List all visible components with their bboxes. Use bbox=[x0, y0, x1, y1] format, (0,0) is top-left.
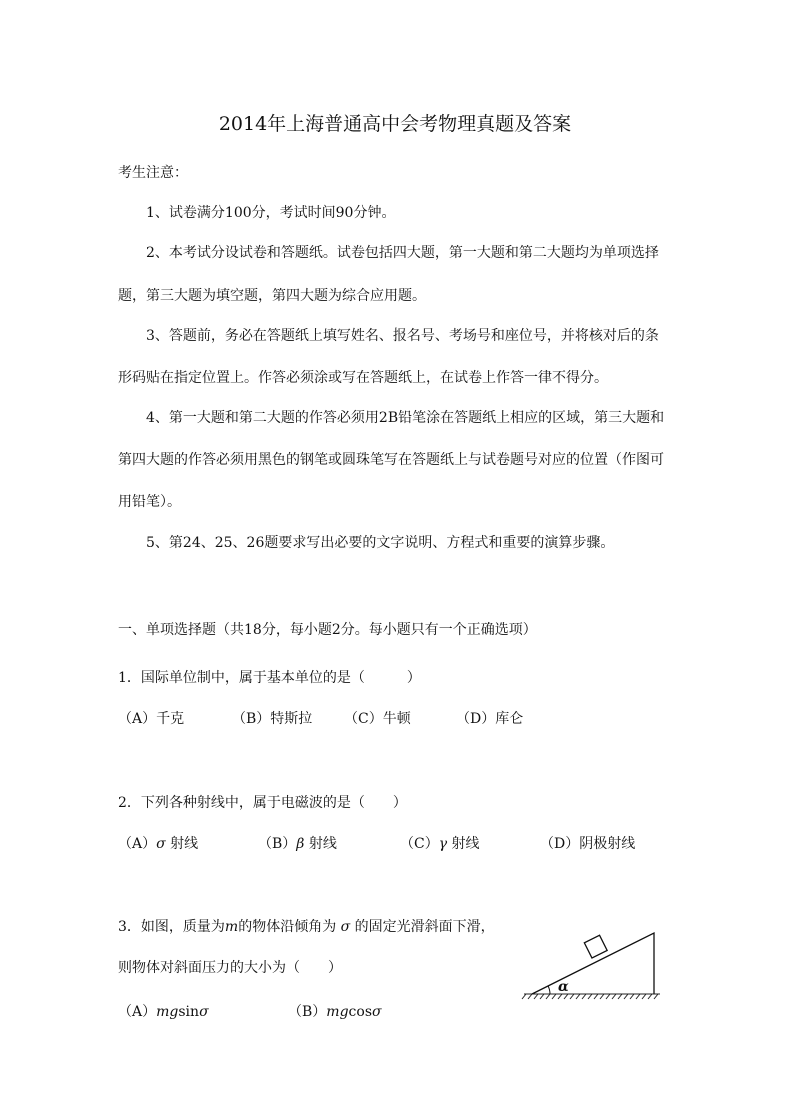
q3-option-b bbox=[288, 1002, 382, 1022]
notice-item-3-line-2: 形码贴在指定位置上。作答必须涂或写在答题纸上，在试卷上作答一律不得分。 bbox=[118, 370, 608, 386]
q2-option-d-label: （D） bbox=[540, 836, 580, 852]
q1-option-d: （D）库仑 bbox=[456, 711, 524, 727]
notice-item-1: 1、试卷满分100分，考试时间90分钟。 bbox=[146, 205, 396, 221]
q1-option-b: （B）特斯拉 bbox=[232, 711, 313, 727]
notice-item-4-line-2: 第四大题的作答必须用黑色的钢笔或圆珠笔写在答题纸上与试卷题号对应的位置（作图可 bbox=[118, 452, 664, 468]
q2-option-d-text: 阴极射线 bbox=[579, 836, 636, 852]
q3-option-a-symbol: σ bbox=[199, 1004, 209, 1020]
q2-option-b-text: 射线 bbox=[308, 836, 337, 852]
q2-option-a-label: （A） bbox=[118, 836, 157, 852]
notice-item-2-line-2: 题，第三大题为填空题，第四大题为综合应用题。 bbox=[118, 288, 426, 304]
q3-option-a-label: （A） bbox=[118, 1004, 157, 1020]
angle-label: α bbox=[558, 979, 569, 995]
notice-item-4-line-1: 4、第一大题和第二大题的作答必须用2B铅笔涂在答题纸上相应的区域，第三大题和 bbox=[146, 410, 665, 426]
q2-option-c-symbol: γ bbox=[438, 836, 448, 852]
q3-stem-angle-symbol: σ bbox=[340, 919, 351, 935]
q2-option-a bbox=[118, 834, 198, 854]
q2-option-b bbox=[258, 834, 337, 854]
q3-option-b-fn: cos bbox=[348, 1004, 373, 1020]
block bbox=[584, 935, 607, 958]
q2-option-a-text: 射线 bbox=[170, 836, 199, 852]
q3-stem-part-2: 的物体沿倾角为 bbox=[238, 919, 337, 935]
q2-option-c bbox=[400, 834, 480, 854]
angle-arc bbox=[548, 986, 550, 994]
q1-option-a: （A）千克 bbox=[118, 711, 185, 727]
q2-option-c-text: 射线 bbox=[451, 836, 480, 852]
question-2-stem: 2．下列各种射线中，属于电磁波的是（ ） bbox=[118, 795, 407, 811]
q3-option-a bbox=[118, 1002, 209, 1022]
q3-option-a-fn: sin bbox=[178, 1004, 200, 1020]
q3-stem-mass: m bbox=[224, 919, 239, 935]
question-3-stem-line-1 bbox=[118, 917, 495, 937]
q3-stem-part-1: 3．如图，质量为 bbox=[118, 919, 225, 935]
notice-heading: 考生注意： bbox=[118, 165, 188, 181]
question-1-stem: 1．国际单位制中，属于基本单位的是（ ） bbox=[118, 670, 421, 686]
notice-item-5: 5、第24、25、26题要求写出必要的文字说明、方程式和重要的演算步骤。 bbox=[146, 535, 615, 551]
q2-option-c-label: （C） bbox=[400, 836, 439, 852]
incline-figure bbox=[520, 928, 670, 1008]
notice-item-3-line-1: 3、答题前，务必在答题纸上填写姓名、报名号、考场号和座位号，并将核对后的条 bbox=[146, 328, 659, 344]
page-title: 2014年上海普通高中会考物理真题及答案 bbox=[218, 113, 572, 135]
notice-item-2-line-1: 2、本考试分设试卷和答题纸。试卷包括四大题，第一大题和第二大题均为单项选择 bbox=[146, 245, 659, 261]
q3-stem-part-3: 的固定光滑斜面下滑， bbox=[354, 919, 495, 935]
q2-option-d bbox=[540, 834, 635, 854]
q3-option-b-expr: mg bbox=[326, 1004, 349, 1020]
ground-hatching bbox=[522, 994, 660, 999]
section-1-heading: 一、单项选择题（共18分，每小题2分。每小题只有一个正确选项） bbox=[118, 622, 537, 638]
q2-option-b-label: （B） bbox=[258, 836, 297, 852]
question-3-stem-line-2: 则物体对斜面压力的大小为（ ） bbox=[118, 960, 342, 976]
q3-option-b-label: （B） bbox=[288, 1004, 327, 1020]
q3-option-a-expr: mg bbox=[156, 1004, 179, 1020]
q2-option-b-symbol: β bbox=[296, 836, 305, 852]
notice-item-4-line-3: 用铅笔）。 bbox=[118, 494, 181, 510]
q1-option-c: （C）牛顿 bbox=[344, 711, 411, 727]
q2-option-a-symbol: σ bbox=[156, 836, 166, 852]
q3-option-b-symbol: σ bbox=[372, 1004, 382, 1020]
